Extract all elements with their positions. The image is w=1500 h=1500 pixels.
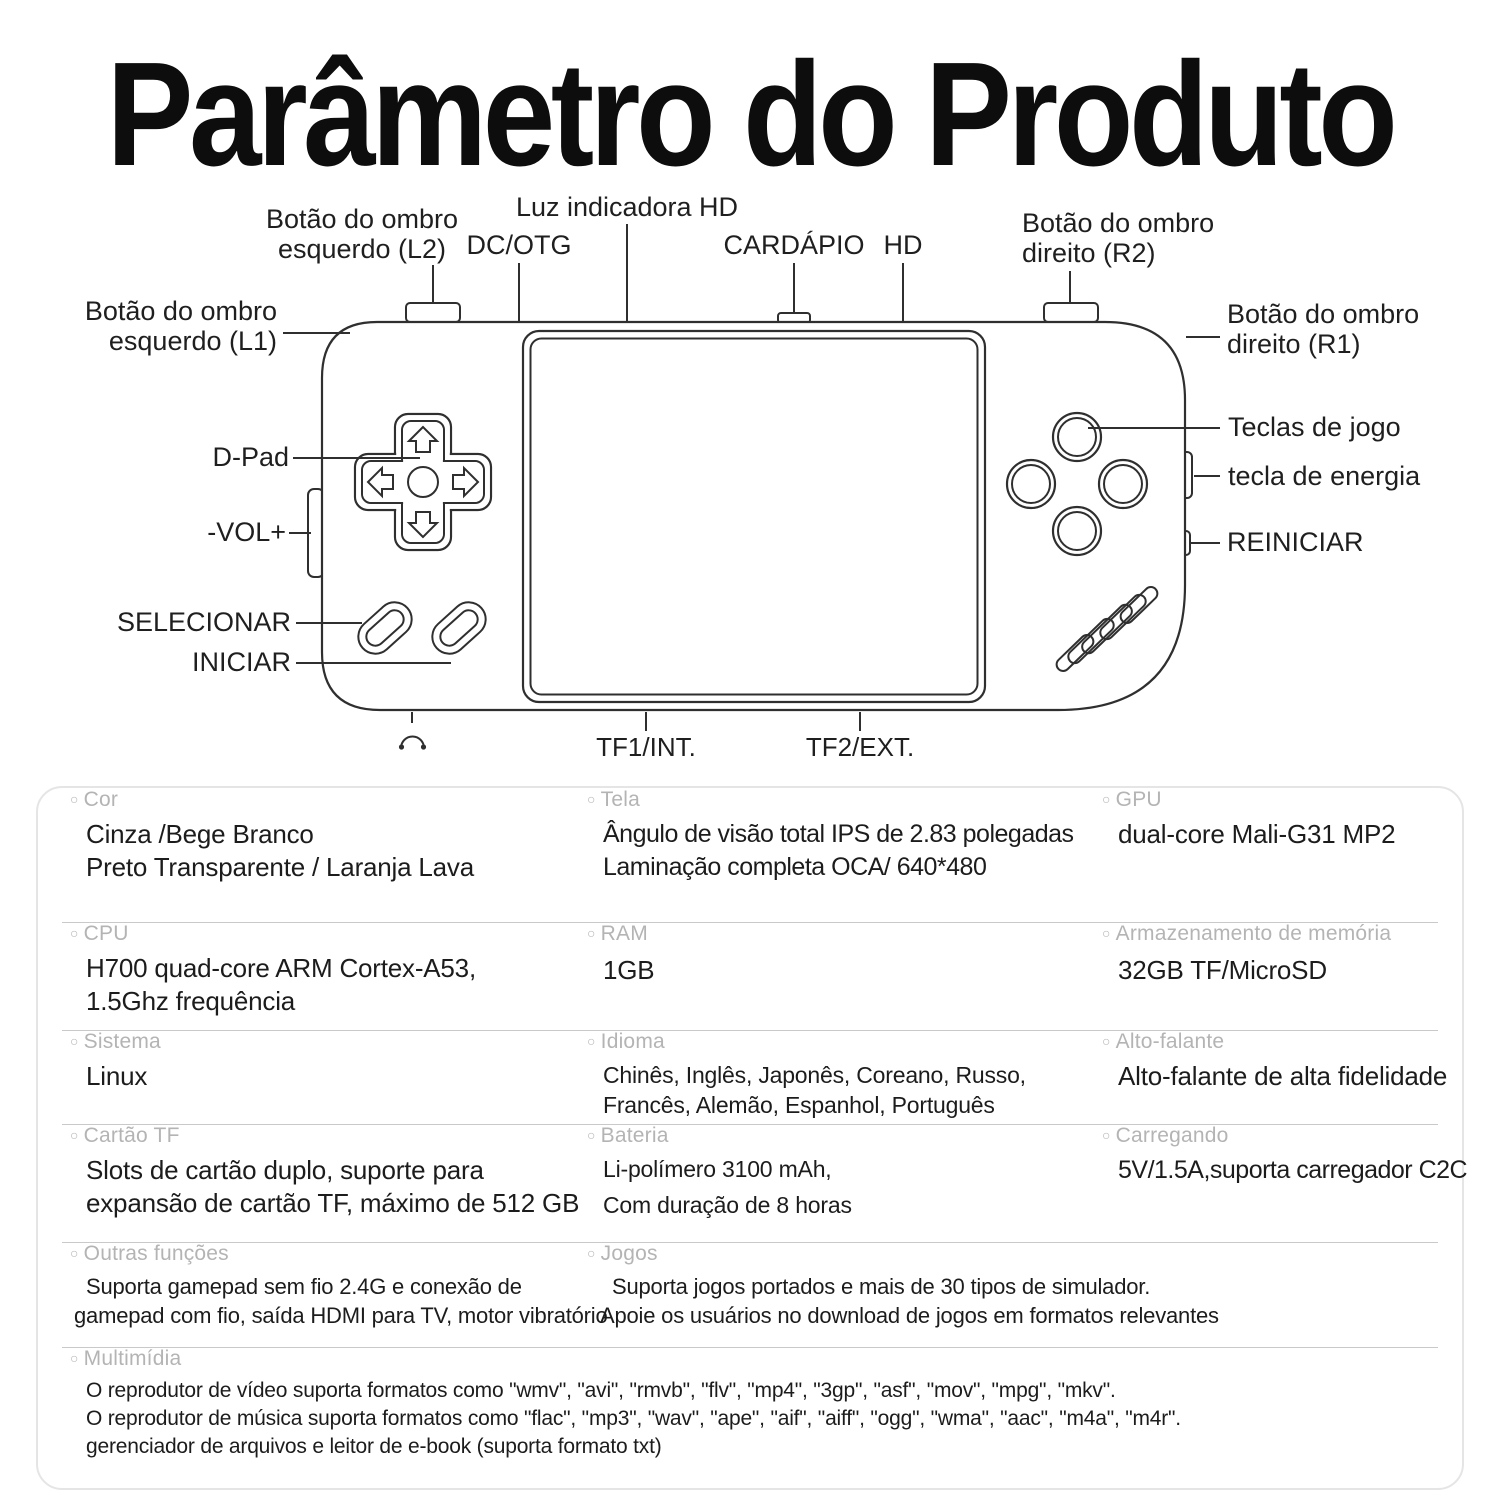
spec-value: O reprodutor de música suporta formatos como "flac", "mp3", "wav", "ape", "aif", "aiff", "ogg", "wma", "aac", "m4a", "m4r".	[86, 1407, 1181, 1430]
spec-value: Linux	[86, 1061, 148, 1091]
bullet-ring-icon: ○	[1102, 925, 1111, 941]
label-shoulder-r1: Botão do ombro	[1227, 299, 1420, 329]
label-hd: HD	[883, 230, 923, 260]
spec-row-system	[38, 1030, 1462, 1136]
label-tf2: TF2/EXT.	[805, 732, 915, 762]
spec-row-multimedia	[38, 1347, 1462, 1500]
label-dc-otg: DC/OTG	[466, 230, 572, 260]
spec-value: Suporta gamepad sem fio 2.4G e conexão de	[86, 1274, 522, 1299]
spec-row-cpu	[38, 922, 1462, 1046]
spec-table	[36, 786, 1468, 1490]
spec-row-tfcard	[38, 1124, 1468, 1258]
bullet-ring-icon: ○	[70, 1033, 79, 1049]
bullet-ring-icon: ○	[70, 791, 79, 807]
spec-value: Chinês, Inglês, Japonês, Coreano, Russo,	[603, 1062, 1026, 1088]
label-menu: CARDÁPIO	[723, 230, 865, 260]
label-dpad: D-Pad	[212, 442, 289, 472]
bullet-ring-icon: ○	[587, 925, 596, 941]
spec-value: Suporta jogos portados e mais de 30 tipos de simulador.	[612, 1274, 1151, 1299]
bullet-ring-icon: ○	[1102, 1127, 1111, 1143]
spec-header: ○ Cartão TF	[70, 1124, 180, 1147]
spec-value: 1.5Ghz frequência	[86, 986, 296, 1016]
label-shoulder-l2: esquerdo (L2)	[277, 234, 447, 264]
bullet-ring-icon: ○	[70, 1127, 79, 1143]
spec-value: gamepad com fio, saída HDMI para TV, motor vibratório	[74, 1303, 608, 1328]
spec-value: Alto-falante de alta fidelidade	[1118, 1061, 1448, 1091]
spec-header: ○ CPU	[70, 922, 129, 945]
spec-row-other	[38, 1242, 1462, 1363]
spec-header: ○ Alto-falante	[1102, 1030, 1225, 1053]
spec-header: ○ Multimídia	[70, 1347, 182, 1370]
spec-header: ○ Tela	[587, 788, 640, 811]
spec-value: Ângulo de visão total IPS de 2.83 polegadas	[603, 820, 1074, 848]
dpad-center	[408, 467, 438, 497]
spec-header: ○ Bateria	[587, 1124, 669, 1147]
spec-value: Li-polímero 3100 mAh,	[603, 1156, 832, 1182]
spec-value: H700 quad-core ARM Cortex-A53,	[86, 953, 476, 983]
spec-value: Cinza /Bege Branco	[86, 819, 314, 849]
bullet-ring-icon: ○	[587, 1127, 596, 1143]
bullet-ring-icon: ○	[1102, 791, 1111, 807]
spec-value: 5V/1.5A,suporta carregador C2C	[1118, 1156, 1468, 1184]
label-shoulder-l2: Botão do ombro	[265, 204, 459, 234]
headphone-icon	[399, 737, 426, 750]
spec-value: dual-core Mali-G31 MP2	[1118, 819, 1396, 849]
bullet-ring-icon: ○	[587, 1245, 596, 1261]
spec-value: Com duração de 8 horas	[603, 1192, 852, 1218]
spec-header: ○ Cor	[70, 788, 119, 811]
label-hd-indicator: Luz indicadora HD	[515, 192, 739, 222]
spec-value: expansão de cartão TF, máximo de 512 GB	[86, 1188, 580, 1218]
bullet-ring-icon: ○	[70, 1245, 79, 1261]
spec-header: ○ Outras funções	[70, 1242, 229, 1265]
r2-shoulder-button	[1044, 303, 1098, 322]
spec-header: ○ Armazenamento de memória	[1102, 922, 1392, 945]
bullet-ring-icon: ○	[587, 1033, 596, 1049]
spec-value: Francês, Alemão, Espanhol, Português	[603, 1092, 995, 1118]
bullet-ring-icon: ○	[70, 925, 79, 941]
spec-value: 32GB TF/MicroSD	[1118, 955, 1327, 985]
page-title: Parâmetro do Produto	[106, 32, 1394, 197]
label-game-keys: Teclas de jogo	[1228, 412, 1401, 442]
label-shoulder-r1: direito (R1)	[1227, 329, 1361, 359]
l2-shoulder-button	[406, 303, 460, 322]
spec-value: O reprodutor de vídeo suporta formatos como "wmv", "avi", "rmvb", "flv", "mp4", "3gp", "asf", "mov", "mpg", "mkv".	[86, 1379, 1116, 1402]
label-shoulder-l1: esquerdo (L1)	[108, 326, 277, 356]
label-volume: -VOL+	[207, 517, 286, 547]
spec-header: ○ GPU	[1102, 788, 1162, 811]
bullet-ring-icon: ○	[70, 1350, 79, 1366]
label-tf1: TF1/INT.	[596, 732, 696, 762]
label-shoulder-r2: Botão do ombro	[1022, 208, 1215, 238]
label-select: SELECIONAR	[116, 607, 291, 637]
spec-value: Slots de cartão duplo, suporte para	[86, 1155, 484, 1185]
spec-header: ○ Idioma	[587, 1030, 665, 1053]
spec-header: ○ Jogos	[587, 1242, 658, 1265]
label-shoulder-l1: Botão do ombro	[84, 296, 277, 326]
spec-value: 1GB	[603, 955, 655, 985]
spec-value: gerenciador de arquivos e leitor de e-book (suporta formato txt)	[86, 1435, 662, 1458]
label-power: tecla de energia	[1228, 461, 1421, 491]
spec-value: Laminação completa OCA/ 640*480	[603, 853, 987, 881]
bullet-ring-icon: ○	[1102, 1033, 1111, 1049]
label-reset: REINICIAR	[1227, 527, 1364, 557]
label-start: INICIAR	[191, 647, 291, 677]
spec-header: ○ Sistema	[70, 1030, 161, 1053]
screen-inner	[531, 339, 978, 695]
spec-header: ○ Carregando	[1102, 1124, 1229, 1147]
bullet-ring-icon: ○	[587, 791, 596, 807]
label-shoulder-r2: direito (R2)	[1022, 238, 1156, 268]
spec-header: ○ RAM	[587, 922, 648, 945]
spec-value: Apoie os usuários no download de jogos em formatos relevantes	[600, 1303, 1219, 1328]
spec-row-color	[38, 788, 1462, 938]
spec-value: Preto Transparente / Laranja Lava	[86, 852, 474, 882]
